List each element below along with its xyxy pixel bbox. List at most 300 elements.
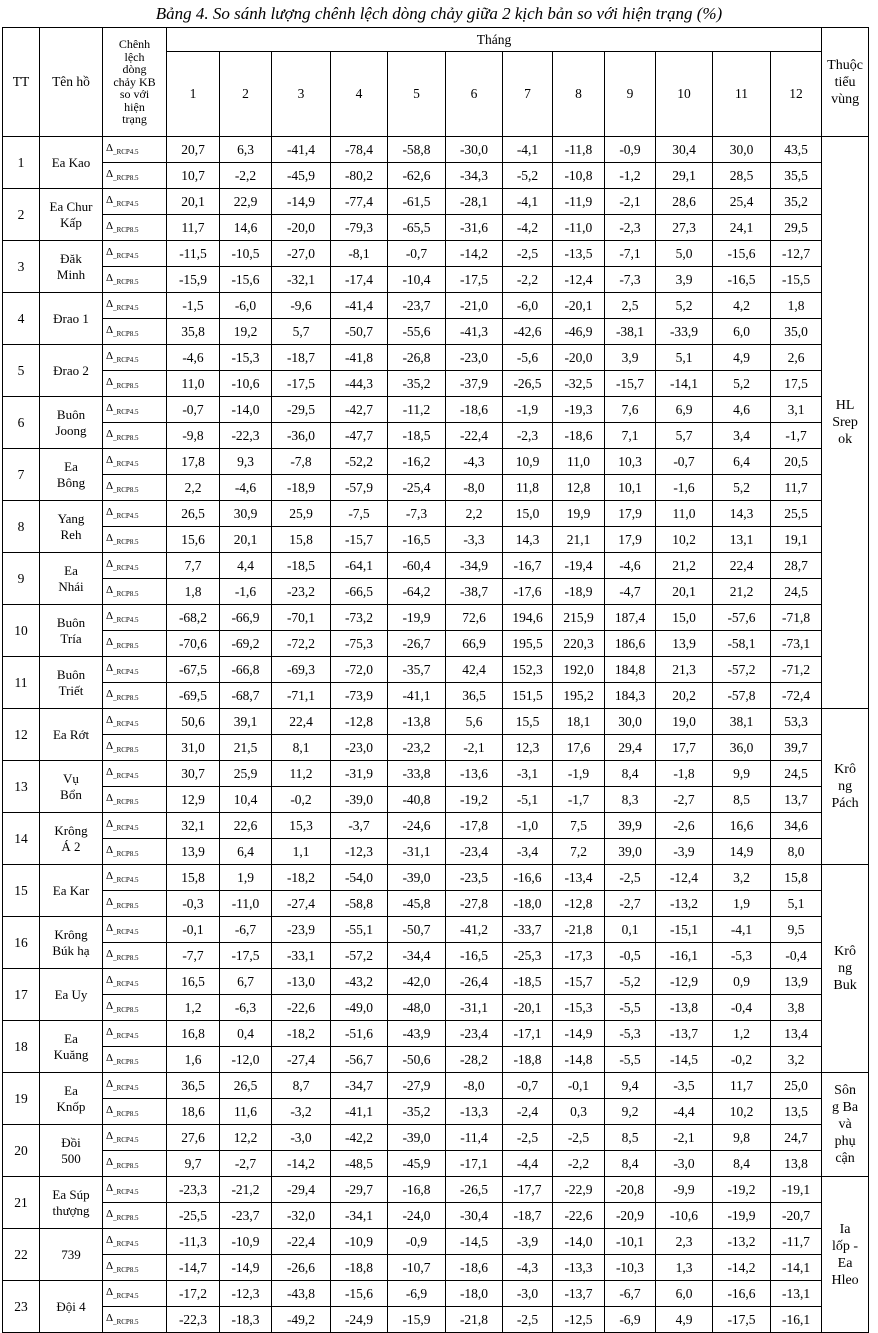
value-cell: 24,5 [771, 579, 822, 605]
value-cell: 0,3 [553, 1099, 605, 1125]
value-cell: 17,8 [167, 449, 220, 475]
table-row [3, 1177, 869, 1203]
value-cell: -20,8 [605, 1177, 656, 1203]
value-cell: -58,8 [331, 891, 388, 917]
lake-name: Đrao 2 [40, 345, 103, 397]
value-cell: -17,1 [446, 1151, 503, 1177]
value-cell: -56,7 [331, 1047, 388, 1073]
value-cell: -33,8 [388, 761, 446, 787]
value-cell: -29,4 [272, 1177, 331, 1203]
value-cell: -10,5 [220, 241, 272, 267]
lake-name: Đồi 500 [40, 1125, 103, 1177]
value-cell: 4,9 [656, 1307, 713, 1333]
scenario-label: $\Delta_{\_RCP8.5}$ [103, 423, 167, 449]
value-cell: -4,1 [503, 189, 553, 215]
value-cell: 13,1 [713, 527, 771, 553]
value-cell: -18,5 [503, 969, 553, 995]
value-cell: -8,0 [446, 1073, 503, 1099]
lake-index: 6 [3, 397, 40, 449]
value-cell: 39,1 [220, 709, 272, 735]
table-row [3, 709, 869, 735]
value-cell: 9,7 [167, 1151, 220, 1177]
lake-name: Ea Bông [40, 449, 103, 501]
value-cell: 30,4 [656, 137, 713, 163]
table-row [3, 943, 869, 969]
value-cell: -3,3 [446, 527, 503, 553]
value-cell: 19,9 [553, 501, 605, 527]
scenario-label: $\Delta_{\_RCP8.5}$ [103, 319, 167, 345]
value-cell: -21,2 [220, 1177, 272, 1203]
value-cell: 15,5 [503, 709, 553, 735]
header-month-2: 2 [220, 52, 272, 137]
lake-index: 22 [3, 1229, 40, 1281]
value-cell: 1,3 [656, 1255, 713, 1281]
value-cell: 184,3 [605, 683, 656, 709]
value-cell: -2,5 [553, 1125, 605, 1151]
value-cell: -16,5 [713, 267, 771, 293]
value-cell: -14,9 [553, 1021, 605, 1047]
value-cell: -32,0 [272, 1203, 331, 1229]
table-row [3, 657, 869, 683]
scenario-label: $\Delta_{\_RCP8.5}$ [103, 371, 167, 397]
value-cell: -12,3 [331, 839, 388, 865]
value-cell: -32,1 [272, 267, 331, 293]
value-cell: 16,6 [713, 813, 771, 839]
value-cell: -4,2 [503, 215, 553, 241]
table-row [3, 371, 869, 397]
header-difference: Chênh lệch dòng chảy KB so với hiện trạng [103, 28, 167, 137]
table-row [3, 891, 869, 917]
value-cell: 187,4 [605, 605, 656, 631]
table-row [3, 1125, 869, 1151]
value-cell: -25,4 [388, 475, 446, 501]
value-cell: 10,2 [713, 1099, 771, 1125]
value-cell: -18,5 [388, 423, 446, 449]
value-cell: -1,6 [220, 579, 272, 605]
region-cell: Krô ng Buk [822, 865, 869, 1073]
value-cell: 5,2 [713, 371, 771, 397]
value-cell: -22,6 [272, 995, 331, 1021]
value-cell: -12,8 [331, 709, 388, 735]
value-cell: 1,9 [220, 865, 272, 891]
scenario-label: $\Delta_{\_RCP4.5}$ [103, 345, 167, 371]
value-cell: 1,2 [713, 1021, 771, 1047]
value-cell: -31,1 [446, 995, 503, 1021]
table-row [3, 241, 869, 267]
value-cell: -15,6 [713, 241, 771, 267]
value-cell: -18,3 [220, 1307, 272, 1333]
value-cell: 25,9 [220, 761, 272, 787]
value-cell: -35,2 [388, 371, 446, 397]
value-cell: -6,3 [220, 995, 272, 1021]
value-cell: 3,8 [771, 995, 822, 1021]
value-cell: -2,2 [553, 1151, 605, 1177]
value-cell: -7,1 [605, 241, 656, 267]
value-cell: -45,9 [388, 1151, 446, 1177]
table-row [3, 1281, 869, 1307]
value-cell: -37,9 [446, 371, 503, 397]
value-cell: 27,3 [656, 215, 713, 241]
value-cell: 10,2 [656, 527, 713, 553]
value-cell: 21,1 [553, 527, 605, 553]
value-cell: 2,5 [605, 293, 656, 319]
value-cell: 6,9 [656, 397, 713, 423]
value-cell: -7,3 [605, 267, 656, 293]
value-cell: 10,7 [167, 163, 220, 189]
value-cell: 11,6 [220, 1099, 272, 1125]
value-cell: -13,7 [553, 1281, 605, 1307]
value-cell: -21,8 [446, 1307, 503, 1333]
value-cell: 15,8 [272, 527, 331, 553]
value-cell: -23,9 [272, 917, 331, 943]
value-cell: -13,0 [272, 969, 331, 995]
value-cell: -18,8 [503, 1047, 553, 1073]
value-cell: -2,6 [656, 813, 713, 839]
value-cell: -26,8 [388, 345, 446, 371]
value-cell: 10,9 [503, 449, 553, 475]
value-cell: -72,0 [331, 657, 388, 683]
value-cell: -31,6 [446, 215, 503, 241]
value-cell: -2,1 [605, 189, 656, 215]
value-cell: -66,8 [220, 657, 272, 683]
value-cell: -80,2 [331, 163, 388, 189]
value-cell: -0,2 [713, 1047, 771, 1073]
header-month-12: 12 [771, 52, 822, 137]
value-cell: 21,2 [656, 553, 713, 579]
value-cell: -11,0 [553, 215, 605, 241]
value-cell: -33,7 [503, 917, 553, 943]
value-cell: -18,9 [272, 475, 331, 501]
lake-name: Đăk Minh [40, 241, 103, 293]
lake-index: 15 [3, 865, 40, 917]
value-cell: -16,6 [503, 865, 553, 891]
value-cell: -20,0 [272, 215, 331, 241]
value-cell: 2,3 [656, 1229, 713, 1255]
value-cell: 2,2 [446, 501, 503, 527]
lake-name: Ea Kuăng [40, 1021, 103, 1073]
value-cell: -4,3 [446, 449, 503, 475]
value-cell: -5,1 [503, 787, 553, 813]
value-cell: 7,2 [553, 839, 605, 865]
value-cell: -68,7 [220, 683, 272, 709]
value-cell: -39,0 [331, 787, 388, 813]
table-row [3, 345, 869, 371]
header-region: Thuộc tiểu vùng [822, 28, 869, 137]
value-cell: -18,0 [503, 891, 553, 917]
lake-name: Đrao 1 [40, 293, 103, 345]
value-cell: 17,6 [553, 735, 605, 761]
value-cell: -14,9 [272, 189, 331, 215]
value-cell: -10,6 [220, 371, 272, 397]
value-cell: 152,3 [503, 657, 553, 683]
value-cell: -17,5 [272, 371, 331, 397]
value-cell: 192,0 [553, 657, 605, 683]
value-cell: 10,3 [605, 449, 656, 475]
lake-index: 5 [3, 345, 40, 397]
value-cell: -0,7 [503, 1073, 553, 1099]
header-month-3: 3 [272, 52, 331, 137]
value-cell: -26,4 [446, 969, 503, 995]
scenario-label: $\Delta_{\_RCP4.5}$ [103, 397, 167, 423]
value-cell: 8,7 [272, 1073, 331, 1099]
value-cell: 6,3 [220, 137, 272, 163]
scenario-label: $\Delta_{\_RCP4.5}$ [103, 761, 167, 787]
value-cell: 8,1 [272, 735, 331, 761]
value-cell: 34,6 [771, 813, 822, 839]
value-cell: -3,0 [272, 1125, 331, 1151]
value-cell: 13,9 [771, 969, 822, 995]
lake-name: Buôn Tría [40, 605, 103, 657]
value-cell: -6,0 [503, 293, 553, 319]
value-cell: -50,6 [388, 1047, 446, 1073]
value-cell: -65,5 [388, 215, 446, 241]
value-cell: 6,0 [713, 319, 771, 345]
value-cell: -7,5 [331, 501, 388, 527]
header-month-6: 6 [446, 52, 503, 137]
scenario-label: $\Delta_{\_RCP8.5}$ [103, 527, 167, 553]
value-cell: 22,9 [220, 189, 272, 215]
value-cell: -12,4 [553, 267, 605, 293]
value-cell: 9,3 [220, 449, 272, 475]
value-cell: -50,7 [331, 319, 388, 345]
value-cell: 5,7 [656, 423, 713, 449]
value-cell: -15,7 [553, 969, 605, 995]
value-cell: 194,6 [503, 605, 553, 631]
table-row [3, 1047, 869, 1073]
value-cell: 0,9 [713, 969, 771, 995]
value-cell: -64,1 [331, 553, 388, 579]
lake-name: Ea Rớt [40, 709, 103, 761]
value-cell: -67,5 [167, 657, 220, 683]
value-cell: -66,9 [220, 605, 272, 631]
value-cell: -14,2 [272, 1151, 331, 1177]
scenario-label: $\Delta_{\_RCP8.5}$ [103, 1255, 167, 1281]
value-cell: 14,9 [713, 839, 771, 865]
value-cell: 35,5 [771, 163, 822, 189]
value-cell: -68,2 [167, 605, 220, 631]
value-cell: 21,2 [713, 579, 771, 605]
value-cell: -43,2 [331, 969, 388, 995]
value-cell: -48,0 [388, 995, 446, 1021]
value-cell: -2,2 [503, 267, 553, 293]
value-cell: -2,1 [446, 735, 503, 761]
value-cell: -17,1 [503, 1021, 553, 1047]
value-cell: -16,5 [446, 943, 503, 969]
value-cell: 1,1 [272, 839, 331, 865]
value-cell: -4,6 [605, 553, 656, 579]
scenario-label: $\Delta_{\_RCP4.5}$ [103, 865, 167, 891]
value-cell: -25,5 [167, 1203, 220, 1229]
value-cell: -42,7 [331, 397, 388, 423]
value-cell: -0,7 [167, 397, 220, 423]
value-cell: -78,4 [331, 137, 388, 163]
value-cell: -0,5 [605, 943, 656, 969]
lake-name: 739 [40, 1229, 103, 1281]
value-cell: -13,3 [553, 1255, 605, 1281]
value-cell: 3,2 [771, 1047, 822, 1073]
value-cell: -15,3 [220, 345, 272, 371]
value-cell: -4,6 [167, 345, 220, 371]
value-cell: 6,0 [656, 1281, 713, 1307]
value-cell: 8,4 [713, 1151, 771, 1177]
value-cell: -19,3 [553, 397, 605, 423]
value-cell: 18,1 [553, 709, 605, 735]
value-cell: -16,2 [388, 449, 446, 475]
value-cell: 29,5 [771, 215, 822, 241]
value-cell: -10,4 [388, 267, 446, 293]
value-cell: -14,0 [553, 1229, 605, 1255]
value-cell: 35,0 [771, 319, 822, 345]
table-row [3, 527, 869, 553]
value-cell: -24,9 [331, 1307, 388, 1333]
value-cell: -16,1 [771, 1307, 822, 1333]
value-cell: 21,5 [220, 735, 272, 761]
header-month-5: 5 [388, 52, 446, 137]
value-cell: -24,6 [388, 813, 446, 839]
value-cell: 7,6 [605, 397, 656, 423]
value-cell: -4,3 [503, 1255, 553, 1281]
value-cell: -22,3 [167, 1307, 220, 1333]
value-cell: 24,1 [713, 215, 771, 241]
value-cell: -14,0 [220, 397, 272, 423]
value-cell: -27,4 [272, 891, 331, 917]
value-cell: -15,3 [553, 995, 605, 1021]
value-cell: 12,3 [503, 735, 553, 761]
value-cell: -22,9 [553, 1177, 605, 1203]
value-cell: -18,9 [553, 579, 605, 605]
value-cell: 21,3 [656, 657, 713, 683]
scenario-label: $\Delta_{\_RCP4.5}$ [103, 1281, 167, 1307]
value-cell: 1,8 [167, 579, 220, 605]
value-cell: -9,9 [656, 1177, 713, 1203]
value-cell: -27,4 [272, 1047, 331, 1073]
value-cell: -10,6 [656, 1203, 713, 1229]
value-cell: 5,7 [272, 319, 331, 345]
value-cell: -11,2 [388, 397, 446, 423]
value-cell: -19,4 [553, 553, 605, 579]
value-cell: 35,8 [167, 319, 220, 345]
value-cell: 186,6 [605, 631, 656, 657]
value-cell: 28,5 [713, 163, 771, 189]
value-cell: 15,0 [503, 501, 553, 527]
value-cell: -1,7 [771, 423, 822, 449]
value-cell: 5,1 [656, 345, 713, 371]
value-cell: 35,2 [771, 189, 822, 215]
value-cell: 1,2 [167, 995, 220, 1021]
scenario-label: $\Delta_{\_RCP4.5}$ [103, 969, 167, 995]
value-cell: 39,0 [605, 839, 656, 865]
value-cell: 16,5 [167, 969, 220, 995]
value-cell: -20,9 [605, 1203, 656, 1229]
value-cell: -71,8 [771, 605, 822, 631]
value-cell: -31,9 [331, 761, 388, 787]
value-cell: 36,5 [167, 1073, 220, 1099]
value-cell: -19,2 [446, 787, 503, 813]
value-cell: -48,5 [331, 1151, 388, 1177]
value-cell: -34,4 [388, 943, 446, 969]
value-cell: 9,8 [713, 1125, 771, 1151]
value-cell: -57,9 [331, 475, 388, 501]
value-cell: -22,3 [220, 423, 272, 449]
value-cell: -64,2 [388, 579, 446, 605]
value-cell: -3,0 [656, 1151, 713, 1177]
value-cell: 19,0 [656, 709, 713, 735]
value-cell: -26,5 [503, 371, 553, 397]
table-row [3, 1203, 869, 1229]
value-cell: 20,1 [167, 189, 220, 215]
value-cell: -26,5 [446, 1177, 503, 1203]
table-row [3, 501, 869, 527]
value-cell: -10,7 [388, 1255, 446, 1281]
value-cell: 215,9 [553, 605, 605, 631]
value-cell: -57,2 [331, 943, 388, 969]
scenario-label: $\Delta_{\_RCP8.5}$ [103, 1047, 167, 1073]
value-cell: -51,6 [331, 1021, 388, 1047]
lake-name: Ea Chur Kấp [40, 189, 103, 241]
value-cell: -20,1 [503, 995, 553, 1021]
header-lake-name: Tên hồ [40, 28, 103, 137]
lake-name: Đội 4 [40, 1281, 103, 1333]
value-cell: 15,3 [272, 813, 331, 839]
value-cell: -18,0 [446, 1281, 503, 1307]
value-cell: -35,7 [388, 657, 446, 683]
lake-index: 3 [3, 241, 40, 293]
value-cell: 20,7 [167, 137, 220, 163]
value-cell: 8,4 [605, 1151, 656, 1177]
value-cell: -61,5 [388, 189, 446, 215]
flow-difference-table [2, 27, 869, 1333]
scenario-label: $\Delta_{\_RCP4.5}$ [103, 553, 167, 579]
value-cell: -55,1 [331, 917, 388, 943]
value-cell: 195,2 [553, 683, 605, 709]
value-cell: -17,6 [503, 579, 553, 605]
lake-index: 10 [3, 605, 40, 657]
value-cell: -19,1 [771, 1177, 822, 1203]
value-cell: -23,0 [331, 735, 388, 761]
value-cell: 27,6 [167, 1125, 220, 1151]
value-cell: 15,6 [167, 527, 220, 553]
value-cell: -41,4 [272, 137, 331, 163]
value-cell: -22,4 [272, 1229, 331, 1255]
value-cell: 26,5 [220, 1073, 272, 1099]
value-cell: -42,6 [503, 319, 553, 345]
scenario-label: $\Delta_{\_RCP4.5}$ [103, 709, 167, 735]
value-cell: -2,7 [656, 787, 713, 813]
value-cell: -12,8 [553, 891, 605, 917]
value-cell: -23,3 [167, 1177, 220, 1203]
value-cell: -20,0 [553, 345, 605, 371]
value-cell: -11,5 [167, 241, 220, 267]
value-cell: 195,5 [503, 631, 553, 657]
lake-index: 12 [3, 709, 40, 761]
value-cell: -73,1 [771, 631, 822, 657]
value-cell: 13,9 [656, 631, 713, 657]
value-cell: -1,0 [503, 813, 553, 839]
value-cell: -0,3 [167, 891, 220, 917]
table-row [3, 631, 869, 657]
value-cell: -11,3 [167, 1229, 220, 1255]
value-cell: -13,8 [656, 995, 713, 1021]
value-cell: 29,1 [656, 163, 713, 189]
value-cell: -70,1 [272, 605, 331, 631]
value-cell: 5,6 [446, 709, 503, 735]
value-cell: 16,8 [167, 1021, 220, 1047]
value-cell: -69,2 [220, 631, 272, 657]
value-cell: -1,2 [605, 163, 656, 189]
value-cell: -4,1 [713, 917, 771, 943]
value-cell: 14,3 [503, 527, 553, 553]
value-cell: -73,2 [331, 605, 388, 631]
